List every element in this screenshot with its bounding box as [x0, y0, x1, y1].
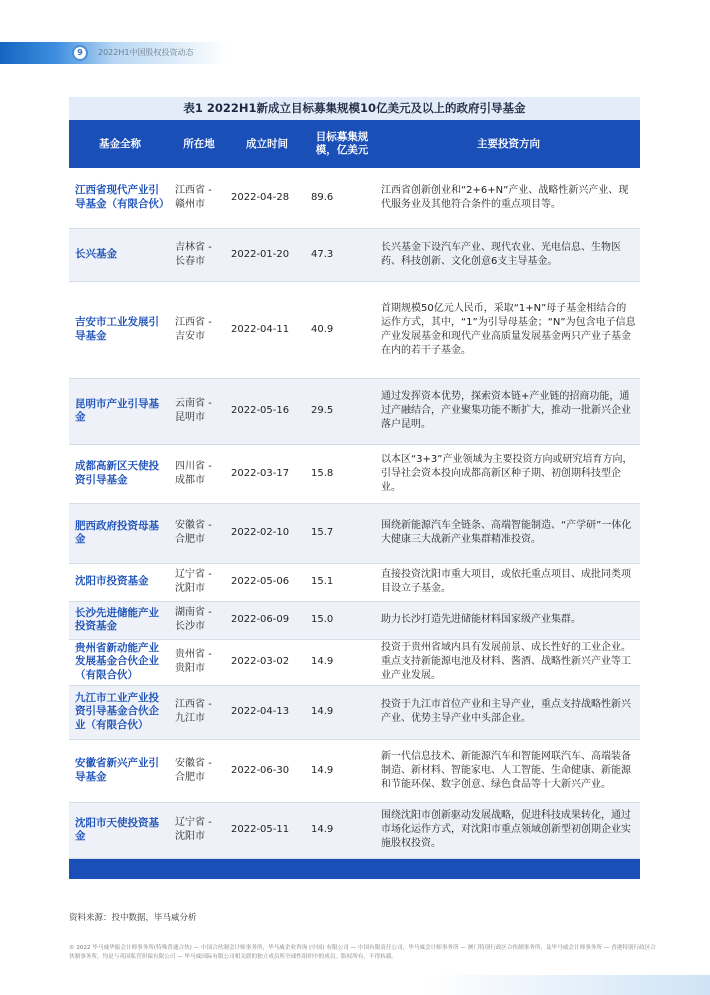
table-row	[69, 802, 640, 858]
fund-target-size: 89.6	[307, 168, 377, 228]
fund-investment-focus: 以本区“3+3”产业领域为主要投资方向或研究培育方向，引导社会资本投向成都高新区种子期、初创期科技型企业。	[377, 444, 640, 503]
fund-target-size: 15.7	[307, 503, 377, 563]
fund-table-container	[69, 97, 640, 879]
fund-date: 2022-05-06	[227, 563, 307, 601]
fund-location: 贵州省 - 贵阳市	[171, 639, 227, 685]
page-number: 9	[72, 45, 88, 61]
fund-name: 沈阳市天使投资基金	[69, 802, 171, 858]
footer-bar	[0, 975, 710, 995]
fund-location: 安徽省 - 合肥市	[171, 739, 227, 802]
fund-target-size: 15.0	[307, 601, 377, 639]
fund-location: 江西省 - 赣州市	[171, 168, 227, 228]
fund-location: 辽宁省 - 沈阳市	[171, 563, 227, 601]
header-bar	[0, 42, 710, 64]
fund-location: 云南省 - 昆明市	[171, 378, 227, 444]
fund-target-size: 15.1	[307, 563, 377, 601]
fund-date: 2022-05-11	[227, 802, 307, 858]
fund-date: 2022-03-02	[227, 639, 307, 685]
fund-target-size: 14.9	[307, 802, 377, 858]
fund-target-size: 15.8	[307, 444, 377, 503]
table-row	[69, 685, 640, 739]
data-source: 资料来源：投中数据，毕马威分析	[69, 913, 197, 923]
fund-target-size: 14.9	[307, 639, 377, 685]
fund-location: 吉林省 - 长春市	[171, 228, 227, 281]
fund-table	[69, 120, 640, 859]
table-caption: 表1 2022H1新成立目标募集规模10亿美元及以上的政府引导基金	[69, 97, 640, 120]
table-row	[69, 739, 640, 802]
table-row	[69, 563, 640, 601]
fund-location: 湖南省 - 长沙市	[171, 601, 227, 639]
fund-date: 2022-06-09	[227, 601, 307, 639]
fund-name: 安徽省新兴产业引导基金	[69, 739, 171, 802]
column-header: 目标募集规模，亿美元	[307, 120, 377, 168]
fund-investment-focus: 长兴基金下设汽车产业、现代农业、光电信息、生物医药、科技创新、文化创意6支主导基金。	[377, 228, 640, 281]
fund-name: 沈阳市投资基金	[69, 563, 171, 601]
fund-date: 2022-06-30	[227, 739, 307, 802]
fund-name: 九江市工业产业投资引导基金合伙企业（有限合伙）	[69, 685, 171, 739]
fund-location: 四川省 - 成都市	[171, 444, 227, 503]
table-header-row	[69, 120, 640, 168]
fund-target-size: 47.3	[307, 228, 377, 281]
fund-name: 吉安市工业发展引导基金	[69, 281, 171, 378]
fund-name: 成都高新区天使投资引导基金	[69, 444, 171, 503]
fund-investment-focus: 直接投资沈阳市重大项目，或依托重点项目、成批同类项目设立子基金。	[377, 563, 640, 601]
fund-date: 2022-02-10	[227, 503, 307, 563]
fund-target-size: 29.5	[307, 378, 377, 444]
fund-investment-focus: 围绕新能源汽车全链条、高端智能制造、“产学研”一体化大健康三大战新产业集群精准投资。	[377, 503, 640, 563]
report-title: 2022H1中国股权投资动态	[98, 48, 194, 57]
fund-investment-focus: 投资于九江市首位产业和主导产业，重点支持战略性新兴产业、优势主导产业中头部企业。	[377, 685, 640, 739]
table-row	[69, 601, 640, 639]
fund-investment-focus: 江西省创新创业和“2+6+N”产业、战略性新兴产业、现代服务业及其他符合条件的重点项目等。	[377, 168, 640, 228]
column-header: 主要投资方向	[377, 120, 640, 168]
column-header: 所在地	[171, 120, 227, 168]
fund-location: 辽宁省 - 沈阳市	[171, 802, 227, 858]
column-header: 基金全称	[69, 120, 171, 168]
fund-name: 长沙先进储能产业投资基金	[69, 601, 171, 639]
table-row	[69, 168, 640, 228]
fund-name: 贵州省新动能产业发展基金合伙企业（有限合伙）	[69, 639, 171, 685]
fund-investment-focus: 投资于贵州省域内具有发展前景、成长性好的工业企业。重点支持新能源电池及材料、酱酒、战略性新兴产业等工业产业发展。	[377, 639, 640, 685]
fund-target-size: 14.9	[307, 739, 377, 802]
fund-name: 江西省现代产业引导基金（有限合伙）	[69, 168, 171, 228]
fund-date: 2022-04-11	[227, 281, 307, 378]
fund-location: 江西省 - 九江市	[171, 685, 227, 739]
fund-target-size: 40.9	[307, 281, 377, 378]
fund-date: 2022-04-28	[227, 168, 307, 228]
fund-location: 江西省 - 吉安市	[171, 281, 227, 378]
copyright-footnote: © 2022 毕马威华振会计师事务所(特殊普通合伙) — 中国合伙制会计师事务所，毕马威企业咨询 (中国) 有限公司 — 中国有限责任公司，毕马威会计师事务所 — 澳门特别行政区合伙制事务所，及毕马威会计师事务所 — 香港特别行政区合伙制事务所，均是与英国私营担保有限公司 — 毕马威国际有限公司相关联的独立成员所全球性组织中的成员。版权所有，不得转载。	[69, 945, 656, 960]
fund-date: 2022-01-20	[227, 228, 307, 281]
fund-location: 安徽省 - 合肥市	[171, 503, 227, 563]
column-header: 成立时间	[227, 120, 307, 168]
table-row	[69, 444, 640, 503]
fund-date: 2022-03-17	[227, 444, 307, 503]
fund-name: 昆明市产业引导基金	[69, 378, 171, 444]
table-row	[69, 639, 640, 685]
fund-investment-focus: 通过发挥资本优势，探索资本链+产业链的招商功能，通过产融结合，产业聚集功能不断扩大，推动一批新兴企业落户昆明。	[377, 378, 640, 444]
table-row	[69, 281, 640, 378]
fund-date: 2022-05-16	[227, 378, 307, 444]
fund-date: 2022-04-13	[227, 685, 307, 739]
fund-investment-focus: 围绕沈阳市创新驱动发展战略，促进科技成果转化，通过市场化运作方式，对沈阳市重点领域创新型初创期企业实施股权投资。	[377, 802, 640, 858]
fund-name: 长兴基金	[69, 228, 171, 281]
table-footer-bar	[69, 859, 640, 879]
fund-target-size: 14.9	[307, 685, 377, 739]
fund-name: 肥西政府投资母基金	[69, 503, 171, 563]
table-row	[69, 503, 640, 563]
fund-investment-focus: 新一代信息技术、新能源汽车和智能网联汽车、高端装备制造、新材料、智能家电、人工智能、生命健康、新能源和节能环保、数字创意、绿色食品等十大新兴产业。	[377, 739, 640, 802]
fund-investment-focus: 首期规模50亿元人民币，采取“1+N”母子基金相结合的运作方式，其中，“1”为引导母基金；“N”为包含电子信息产业发展基金和现代产业高质量发展基金两只产业子基金在内的若干子基金。	[377, 281, 640, 378]
table-row	[69, 228, 640, 281]
table-row	[69, 378, 640, 444]
fund-investment-focus: 助力长沙打造先进储能材料国家级产业集群。	[377, 601, 640, 639]
